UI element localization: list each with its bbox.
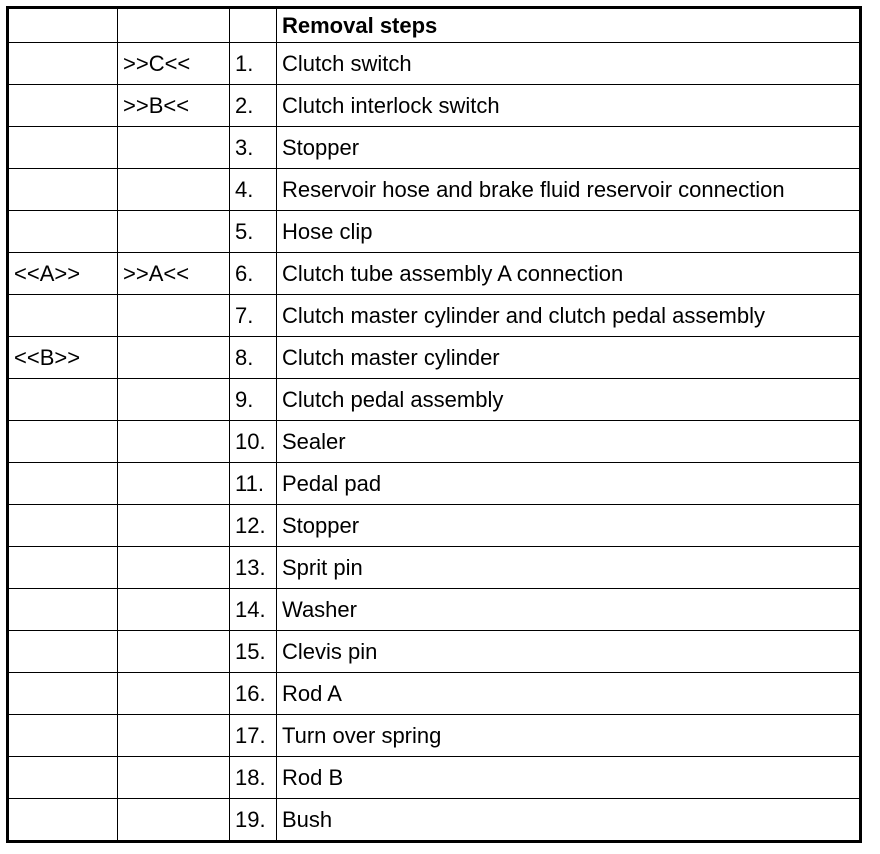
step-number: 7.	[230, 295, 277, 337]
step-number: 6.	[230, 253, 277, 295]
installation-service-point	[8, 379, 118, 421]
removal-service-point	[118, 547, 230, 589]
table-row	[8, 337, 861, 379]
installation-service-point: <<B>>	[8, 337, 118, 379]
installation-service-point: <<A>>	[8, 253, 118, 295]
step-number: 17.	[230, 715, 277, 757]
table-row	[8, 379, 861, 421]
removal-service-point	[118, 211, 230, 253]
installation-service-point	[8, 799, 118, 842]
step-name: Hose clip	[277, 211, 861, 253]
table-row	[8, 547, 861, 589]
step-name: Clutch master cylinder and clutch pedal assembly	[277, 295, 861, 337]
table-row	[8, 169, 861, 211]
installation-service-point	[8, 127, 118, 169]
step-number: 13.	[230, 547, 277, 589]
table-row	[8, 757, 861, 799]
header-cell-empty	[8, 8, 118, 43]
step-number: 4.	[230, 169, 277, 211]
step-name: Pedal pad	[277, 463, 861, 505]
step-name: Rod B	[277, 757, 861, 799]
installation-service-point	[8, 757, 118, 799]
installation-service-point	[8, 169, 118, 211]
installation-service-point	[8, 43, 118, 85]
step-number: 18.	[230, 757, 277, 799]
step-number: 11.	[230, 463, 277, 505]
installation-service-point	[8, 631, 118, 673]
removal-service-point	[118, 169, 230, 211]
table-row	[8, 85, 861, 127]
installation-service-point	[8, 211, 118, 253]
installation-service-point	[8, 547, 118, 589]
step-number: 2.	[230, 85, 277, 127]
removal-service-point	[118, 757, 230, 799]
removal-service-point	[118, 295, 230, 337]
step-number: 12.	[230, 505, 277, 547]
table-row	[8, 673, 861, 715]
removal-service-point	[118, 673, 230, 715]
step-number: 9.	[230, 379, 277, 421]
step-number: 5.	[230, 211, 277, 253]
step-name: Reservoir hose and brake fluid reservoir connection	[277, 169, 861, 211]
step-name: Stopper	[277, 127, 861, 169]
step-name: Clutch switch	[277, 43, 861, 85]
step-number: 19.	[230, 799, 277, 842]
table-row	[8, 799, 861, 842]
table-row	[8, 463, 861, 505]
removal-service-point	[118, 127, 230, 169]
table-row	[8, 589, 861, 631]
installation-service-point	[8, 715, 118, 757]
removal-service-point: >>B<<	[118, 85, 230, 127]
step-number: 14.	[230, 589, 277, 631]
table-row	[8, 715, 861, 757]
table-row	[8, 253, 861, 295]
installation-service-point	[8, 295, 118, 337]
table-row	[8, 421, 861, 463]
installation-service-point	[8, 505, 118, 547]
installation-service-point	[8, 421, 118, 463]
step-number: 3.	[230, 127, 277, 169]
step-number: 8.	[230, 337, 277, 379]
table-body	[8, 8, 861, 842]
step-number: 10.	[230, 421, 277, 463]
removal-service-point	[118, 589, 230, 631]
removal-service-point	[118, 337, 230, 379]
removal-steps-table	[6, 6, 862, 843]
removal-service-point	[118, 379, 230, 421]
table-row	[8, 127, 861, 169]
table-row	[8, 631, 861, 673]
step-name: Clutch interlock switch	[277, 85, 861, 127]
removal-service-point	[118, 631, 230, 673]
installation-service-point	[8, 85, 118, 127]
step-number: 15.	[230, 631, 277, 673]
removal-service-point: >>C<<	[118, 43, 230, 85]
step-number: 1.	[230, 43, 277, 85]
installation-service-point	[8, 589, 118, 631]
step-name: Bush	[277, 799, 861, 842]
removal-steps-title: Removal steps	[277, 8, 861, 43]
removal-service-point	[118, 421, 230, 463]
header-cell-empty	[230, 8, 277, 43]
step-name: Clutch master cylinder	[277, 337, 861, 379]
step-name: Clutch pedal assembly	[277, 379, 861, 421]
table-row	[8, 505, 861, 547]
installation-service-point	[8, 673, 118, 715]
removal-service-point	[118, 715, 230, 757]
step-number: 16.	[230, 673, 277, 715]
table-row	[8, 211, 861, 253]
removal-service-point	[118, 799, 230, 842]
table-row	[8, 43, 861, 85]
step-name: Clevis pin	[277, 631, 861, 673]
step-name: Clutch tube assembly A connection	[277, 253, 861, 295]
removal-service-point	[118, 505, 230, 547]
installation-service-point	[8, 463, 118, 505]
step-name: Washer	[277, 589, 861, 631]
removal-service-point: >>A<<	[118, 253, 230, 295]
header-row	[8, 8, 861, 43]
step-name: Sealer	[277, 421, 861, 463]
step-name: Turn over spring	[277, 715, 861, 757]
table-row	[8, 295, 861, 337]
step-name: Rod A	[277, 673, 861, 715]
step-name: Sprit pin	[277, 547, 861, 589]
removal-service-point	[118, 463, 230, 505]
step-name: Stopper	[277, 505, 861, 547]
header-cell-empty	[118, 8, 230, 43]
